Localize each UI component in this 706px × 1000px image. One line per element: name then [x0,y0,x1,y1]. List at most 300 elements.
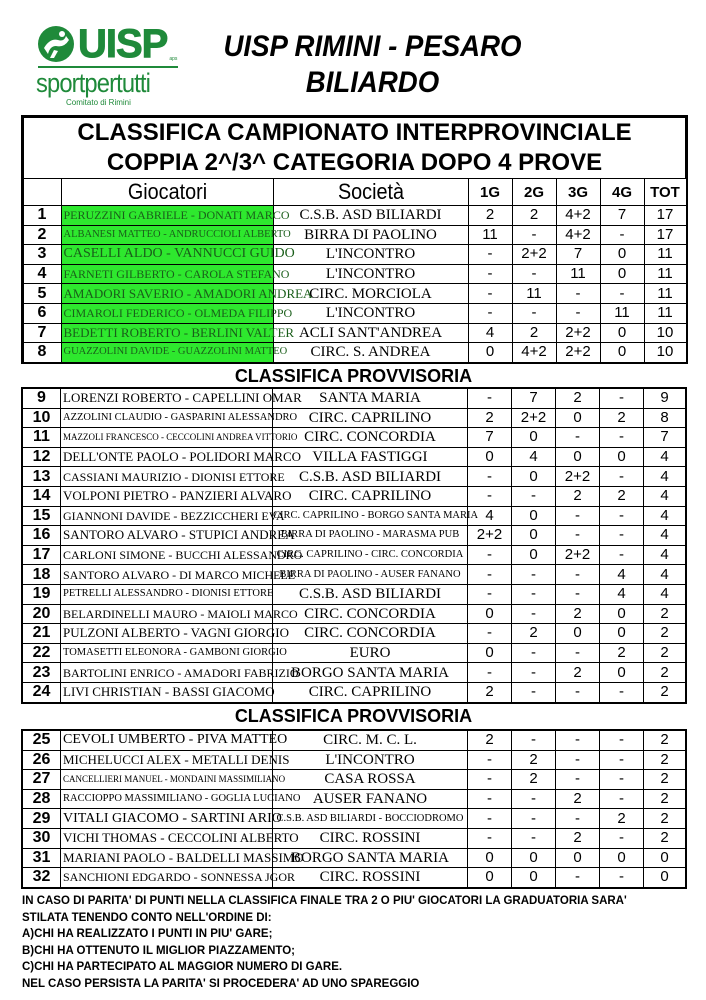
game-3-cell: - [556,682,600,702]
club-cell: C.S.B. ASD BILIARDI [273,206,468,226]
rank-cell: 27 [23,770,61,790]
club-cell: CIRC. S. ANDREA [273,343,468,363]
total-cell: 2 [644,750,686,770]
banner-line-2: COPPIA 2^/3^ CATEGORIA DOPO 4 PROVE [23,148,686,179]
note-line: B)CHI HA OTTENUTO IL MIGLIOR PIAZZAMENTO; [22,944,296,957]
game-4-cell: 0 [600,848,644,868]
total-cell: 17 [644,225,686,245]
game-2-cell: 0 [512,506,556,526]
club-cell: C.S.B. ASD BILIARDI - BOCCIODROMO [273,809,468,829]
club-cell: CIRC. CAPRILINO [273,682,468,702]
club-cell: BIRRA DI PAOLINO [273,225,468,245]
table-row [23,604,686,624]
total-cell: 2 [644,643,686,663]
total-cell: 4 [644,486,686,506]
game-2-cell: 0 [512,545,556,565]
players-cell: RACCIOPPO MASSIMILIANO - GOGLIA LUCIANO [61,789,273,809]
game-1-cell: - [468,750,512,770]
note-line: IN CASO DI PARITA' DI PUNTI NELLA CLASSIFICA FINALE TRA 2 O PIU' GIOCATORI LA GRADUATORIA SARA' [22,895,627,907]
rank-cell: 11 [23,428,61,448]
total-cell: 9 [644,389,686,409]
game-3-cell: 2 [556,789,600,809]
total-cell: 2 [644,604,686,624]
total-cell: 2 [644,731,686,751]
game-1-cell: 4 [468,323,512,343]
total-cell: 10 [644,343,686,363]
page-subtitle: BILIARDO [305,66,440,99]
rank-cell: 23 [23,663,61,683]
game-1-cell: - [468,467,512,487]
table-row [23,809,686,829]
club-cell: CASA ROSSA [273,770,468,790]
table-row [23,264,686,284]
rank-cell: 16 [23,526,61,546]
rank-cell: 19 [23,584,61,604]
game-1-cell: 0 [468,343,512,363]
rank-cell: 15 [23,506,61,526]
club-cell: L'INCONTRO [273,750,468,770]
game-3-cell: - [556,303,600,323]
header-pos [23,179,61,206]
table-row [23,486,686,506]
note-line: C)CHI HA PARTECIPATO AL MAGGIOR NUMERO DI GARE. [22,961,343,973]
total-cell: 7 [644,428,686,448]
rank-cell: 20 [23,604,61,624]
rank-cell: 31 [23,848,61,868]
rank-cell: 1 [23,206,61,226]
game-4-cell: 2 [600,408,644,428]
players-cell: LIVI CHRISTIAN - BASSI GIACOMO [61,682,273,702]
game-4-cell: 11 [600,303,644,323]
game-2-cell: 0 [512,868,556,888]
game-3-cell: 11 [556,264,600,284]
game-2-cell: 0 [512,848,556,868]
note-line: A)CHI HA REALIZZATO I PUNTI IN PIU' GARE; [22,928,273,940]
club-cell: C.S.B. ASD BILIARDI [273,584,468,604]
game-1-cell: 2 [468,408,512,428]
total-cell: 0 [644,868,686,888]
game-4-cell: - [600,225,644,245]
game-3-cell: - [556,731,600,751]
club-cell: CIRC. CAPRILINO - BORGO SANTA MARIA [273,506,468,526]
game-1-cell: - [468,624,512,644]
game-1-cell: - [468,245,512,265]
total-cell: 2 [644,624,686,644]
game-1-cell: - [468,770,512,790]
table-row [23,506,686,526]
game-4-cell: 2 [600,643,644,663]
game-2-cell: - [512,604,556,624]
rank-cell: 7 [23,323,61,343]
club-cell: CIRC. CAPRILINO [273,408,468,428]
total-cell: 0 [644,848,686,868]
game-2-cell: - [512,809,556,829]
note-line: NEL CASO PERSISTA LA PARITA' SI PROCEDERA' AD UNO SPAREGGIO [22,977,420,990]
club-cell: BIRRA DI PAOLINO - MARASMA PUB [273,526,468,546]
club-cell: CIRC. CONCORDIA [273,604,468,624]
header-2g: 2G [512,179,556,206]
game-4-cell: 0 [600,447,644,467]
game-1-cell: 0 [468,868,512,888]
game-3-cell: 4+2 [556,206,600,226]
header-club: Società [273,179,468,206]
players-cell: BELARDINELLI MAURO - MAIOLI MARCO [61,604,273,624]
rank-cell: 24 [23,682,61,702]
game-2-cell: 0 [512,526,556,546]
standings-table-provvisoria-2 [22,730,686,888]
total-cell: 2 [644,828,686,848]
game-2-cell: 2 [512,206,556,226]
players-cell: MARIANI PAOLO - BALDELLI MASSIMO [61,848,273,868]
club-cell: EURO [273,643,468,663]
game-4-cell: 0 [600,343,644,363]
players-cell: SANTORO ALVARO - STUPICI ANDREA [61,526,273,546]
players-cell: AZZOLINI CLAUDIO - GASPARINI ALESSANDRO [61,408,273,428]
table-row [23,789,686,809]
game-3-cell: 0 [556,624,600,644]
logo-aps: aps [169,56,178,62]
rank-cell: 32 [23,868,61,888]
game-4-cell: - [600,428,644,448]
game-4-cell: - [600,389,644,409]
game-1-cell: - [468,264,512,284]
players-cell: MAZZOLI FRANCESCO - CECCOLINI ANDREA VITTORIO [61,428,273,448]
tiebreak-notes [22,893,627,992]
players-cell: AMADORI SAVERIO - AMADORI ANDREA [61,284,273,304]
header-tot: TOT [644,179,686,206]
players-cell: BEDETTI ROBERTO - BERLINI VALTER [61,323,273,343]
game-2-cell: 2 [512,770,556,790]
game-4-cell: - [600,284,644,304]
players-cell: SANTORO ALVARO - DI MARCO MICHELE [61,565,273,585]
game-2-cell: 0 [512,428,556,448]
game-2-cell: - [512,565,556,585]
rank-cell: 12 [23,447,61,467]
players-cell: CASSIANI MAURIZIO - DIONISI ETTORE [61,467,273,487]
game-2-cell: - [512,264,556,284]
table-row [23,731,686,751]
rank-cell: 14 [23,486,61,506]
game-3-cell: 0 [556,447,600,467]
game-1-cell: 2 [468,731,512,751]
table-row [23,770,686,790]
table-row [23,428,686,448]
players-cell: PETRELLI ALESSANDRO - DIONISI ETTORE [61,584,273,604]
total-cell: 2 [644,809,686,829]
rank-cell: 8 [23,343,61,363]
table-row [23,284,686,304]
game-3-cell: - [556,428,600,448]
game-2-cell: - [512,731,556,751]
rank-cell: 25 [23,731,61,751]
table-row [23,545,686,565]
game-3-cell: - [556,868,600,888]
table-row [23,245,686,265]
game-4-cell: 2 [600,809,644,829]
game-1-cell: 2 [468,206,512,226]
game-1-cell: - [468,828,512,848]
logo-committee: Comitato di Rimini [66,98,131,107]
rank-cell: 30 [23,828,61,848]
club-cell: CIRC. M. C. L. [273,731,468,751]
players-cell: LORENZI ROBERTO - CAPELLINI OMAR [61,389,273,409]
header-4g: 4G [600,179,644,206]
uisp-logo [36,22,186,114]
game-3-cell: - [556,526,600,546]
game-1-cell: - [468,663,512,683]
players-cell: CASELLI ALDO - VANNUCCI GUIDO [61,245,273,265]
game-2-cell: 4+2 [512,343,556,363]
rank-cell: 29 [23,809,61,829]
game-2-cell: 11 [512,284,556,304]
game-1-cell: 4 [468,506,512,526]
game-3-cell: 2+2 [556,545,600,565]
players-cell: GUAZZOLINI DAVIDE - GUAZZOLINI MATTEO [61,343,273,363]
table-row [23,343,686,363]
standings-table-provvisoria-1 [22,388,686,703]
game-2-cell: 2+2 [512,245,556,265]
club-cell: BIRRA DI PAOLINO - AUSER FANANO [273,565,468,585]
rank-cell: 5 [23,284,61,304]
table-row [23,584,686,604]
header-3g: 3G [556,179,600,206]
game-2-cell: 0 [512,467,556,487]
game-3-cell: - [556,565,600,585]
game-3-cell: 7 [556,245,600,265]
game-1-cell: - [468,389,512,409]
club-cell: CIRC. ROSSINI [273,828,468,848]
table-row [23,447,686,467]
total-cell: 4 [644,467,686,487]
game-4-cell: - [600,506,644,526]
game-2-cell: - [512,225,556,245]
table-row [23,467,686,487]
game-2-cell: 2 [512,624,556,644]
club-cell: C.S.B. ASD BILIARDI [273,467,468,487]
game-3-cell: 2 [556,828,600,848]
game-2-cell: - [512,828,556,848]
game-1-cell: 0 [468,447,512,467]
game-2-cell: - [512,303,556,323]
game-4-cell: 4 [600,565,644,585]
game-3-cell: 2+2 [556,343,600,363]
table-row [23,526,686,546]
game-3-cell: 0 [556,848,600,868]
players-cell: PERUZZINI GABRIELE - DONATI MARCO [61,206,273,226]
players-cell: CARLONI SIMONE - BUCCHI ALESSANDRO [61,545,273,565]
game-3-cell: 2 [556,389,600,409]
players-cell: CEVOLI UMBERTO - PIVA MATTEO [61,731,273,751]
game-2-cell: 2 [512,750,556,770]
game-4-cell: - [600,750,644,770]
game-3-cell: 2 [556,486,600,506]
rank-cell: 17 [23,545,61,565]
game-4-cell: - [600,770,644,790]
table-row [23,303,686,323]
game-4-cell: - [600,682,644,702]
rank-cell: 6 [23,303,61,323]
game-3-cell: 2 [556,604,600,624]
section-title-provvisoria-2: CLASSIFICA PROVVISORIA [234,706,473,726]
table-row [23,828,686,848]
game-3-cell: 2+2 [556,467,600,487]
game-3-cell: 2 [556,663,600,683]
club-cell: CIRC. ROSSINI [273,868,468,888]
table-row [23,225,686,245]
table-row [23,323,686,343]
total-cell: 4 [644,526,686,546]
table-row [23,868,686,888]
game-4-cell: - [600,526,644,546]
game-2-cell: - [512,663,556,683]
standings-table-top [22,116,687,363]
total-cell: 2 [644,770,686,790]
note-line: STILATA TENENDO CONTO NELL'ORDINE DI: [22,911,272,924]
game-4-cell: 0 [600,264,644,284]
column-header-row [23,179,686,206]
game-2-cell: - [512,584,556,604]
game-4-cell: 0 [600,604,644,624]
players-cell: SANCHIONI EDGARDO - SONNESSA JGOR [61,868,273,888]
rank-cell: 2 [23,225,61,245]
players-cell: CANCELLIERI MANUEL - MONDAINI MASSIMILIANO [61,770,273,790]
table-row [23,389,686,409]
total-cell: 11 [644,264,686,284]
club-cell: CIRC. CONCORDIA [273,428,468,448]
rank-cell: 28 [23,789,61,809]
game-3-cell: 4+2 [556,225,600,245]
rank-cell: 26 [23,750,61,770]
total-cell: 11 [644,245,686,265]
rank-cell: 22 [23,643,61,663]
header-1g: 1G [468,179,512,206]
game-3-cell: - [556,643,600,663]
section-title-provvisoria-1: CLASSIFICA PROVVISORIA [234,366,473,386]
club-cell: L'INCONTRO [273,264,468,284]
game-1-cell: 11 [468,225,512,245]
total-cell: 10 [644,323,686,343]
logo-brand: UISP [78,22,168,66]
game-4-cell: 0 [600,663,644,683]
table-row [23,408,686,428]
total-cell: 2 [644,682,686,702]
total-cell: 4 [644,584,686,604]
game-4-cell: - [600,868,644,888]
club-cell: VILLA FASTIGGI [273,447,468,467]
players-cell: GIANNONI DAVIDE - BEZZICCHERI EVA [61,506,273,526]
total-cell: 11 [644,284,686,304]
total-cell: 4 [644,565,686,585]
club-cell: BORGO SANTA MARIA [273,848,468,868]
players-cell: DELL'ONTE PAOLO - POLIDORI MARCO [61,447,273,467]
players-cell: VITALI GIACOMO - SARTINI ARIO [61,809,273,829]
game-3-cell: 0 [556,408,600,428]
players-cell: MICHELUCCI ALEX - METALLI DENIS [61,750,273,770]
game-1-cell: 0 [468,643,512,663]
game-1-cell: - [468,584,512,604]
rank-cell: 18 [23,565,61,585]
game-2-cell: 2 [512,323,556,343]
club-cell: CIRC. CAPRILINO [273,486,468,506]
game-3-cell: - [556,284,600,304]
table-row [23,624,686,644]
banner-line-1: CLASSIFICA CAMPIONATO INTERPROVINCIALE [23,117,686,148]
game-4-cell: 2 [600,486,644,506]
total-cell: 2 [644,663,686,683]
club-cell: CIRC. MORCIOLA [273,284,468,304]
game-3-cell: 2+2 [556,323,600,343]
total-cell: 17 [644,206,686,226]
game-1-cell: 7 [468,428,512,448]
game-4-cell: - [600,828,644,848]
total-cell: 4 [644,545,686,565]
game-4-cell: - [600,467,644,487]
game-4-cell: - [600,731,644,751]
rank-cell: 4 [23,264,61,284]
game-1-cell: 2 [468,682,512,702]
total-cell: 11 [644,303,686,323]
table-row [23,663,686,683]
game-2-cell: - [512,643,556,663]
logo-tagline: sportpertutti [36,68,151,98]
players-cell: FARNETI GILBERTO - CAROLA STEFANO [61,264,273,284]
runner-emblem-icon [36,24,76,64]
game-3-cell: - [556,809,600,829]
game-1-cell: - [468,565,512,585]
players-cell: TOMASETTI ELEONORA - GAMBONI GIORGIO [61,643,273,663]
rank-cell: 13 [23,467,61,487]
players-cell: VICHI THOMAS - CECCOLINI ALBERTO [61,828,273,848]
club-cell: L'INCONTRO [273,245,468,265]
game-1-cell: - [468,545,512,565]
game-2-cell: - [512,486,556,506]
club-cell: BORGO SANTA MARIA [273,663,468,683]
total-cell: 8 [644,408,686,428]
club-cell: CIRC. CONCORDIA [273,624,468,644]
game-3-cell: - [556,750,600,770]
game-3-cell: - [556,584,600,604]
game-1-cell: 0 [468,848,512,868]
club-cell: CIRC. CAPRILINO - CIRC. CONCORDIA [273,545,468,565]
game-3-cell: - [556,506,600,526]
club-cell: AUSER FANANO [273,789,468,809]
club-cell: ACLI SANT'ANDREA [273,323,468,343]
players-cell: PULZONI ALBERTO - VAGNI GIORGIO [61,624,273,644]
game-4-cell: 0 [600,624,644,644]
rank-cell: 21 [23,624,61,644]
table-row [23,565,686,585]
game-4-cell: - [600,789,644,809]
game-1-cell: 0 [468,604,512,624]
table-row [23,750,686,770]
rank-cell: 3 [23,245,61,265]
rank-cell: 10 [23,408,61,428]
table-row [23,206,686,226]
game-4-cell: - [600,545,644,565]
game-2-cell: - [512,789,556,809]
players-cell: VOLPONI PIETRO - PANZIERI ALVARO [61,486,273,506]
players-cell: BARTOLINI ENRICO - AMADORI FABRIZIO [61,663,273,683]
game-1-cell: - [468,809,512,829]
table-row [23,848,686,868]
page-title: UISP RIMINI - PESARO [223,30,522,63]
game-1-cell: 2+2 [468,526,512,546]
game-4-cell: 7 [600,206,644,226]
club-cell: L'INCONTRO [273,303,468,323]
game-2-cell: 2+2 [512,408,556,428]
total-cell: 2 [644,789,686,809]
game-2-cell: 4 [512,447,556,467]
